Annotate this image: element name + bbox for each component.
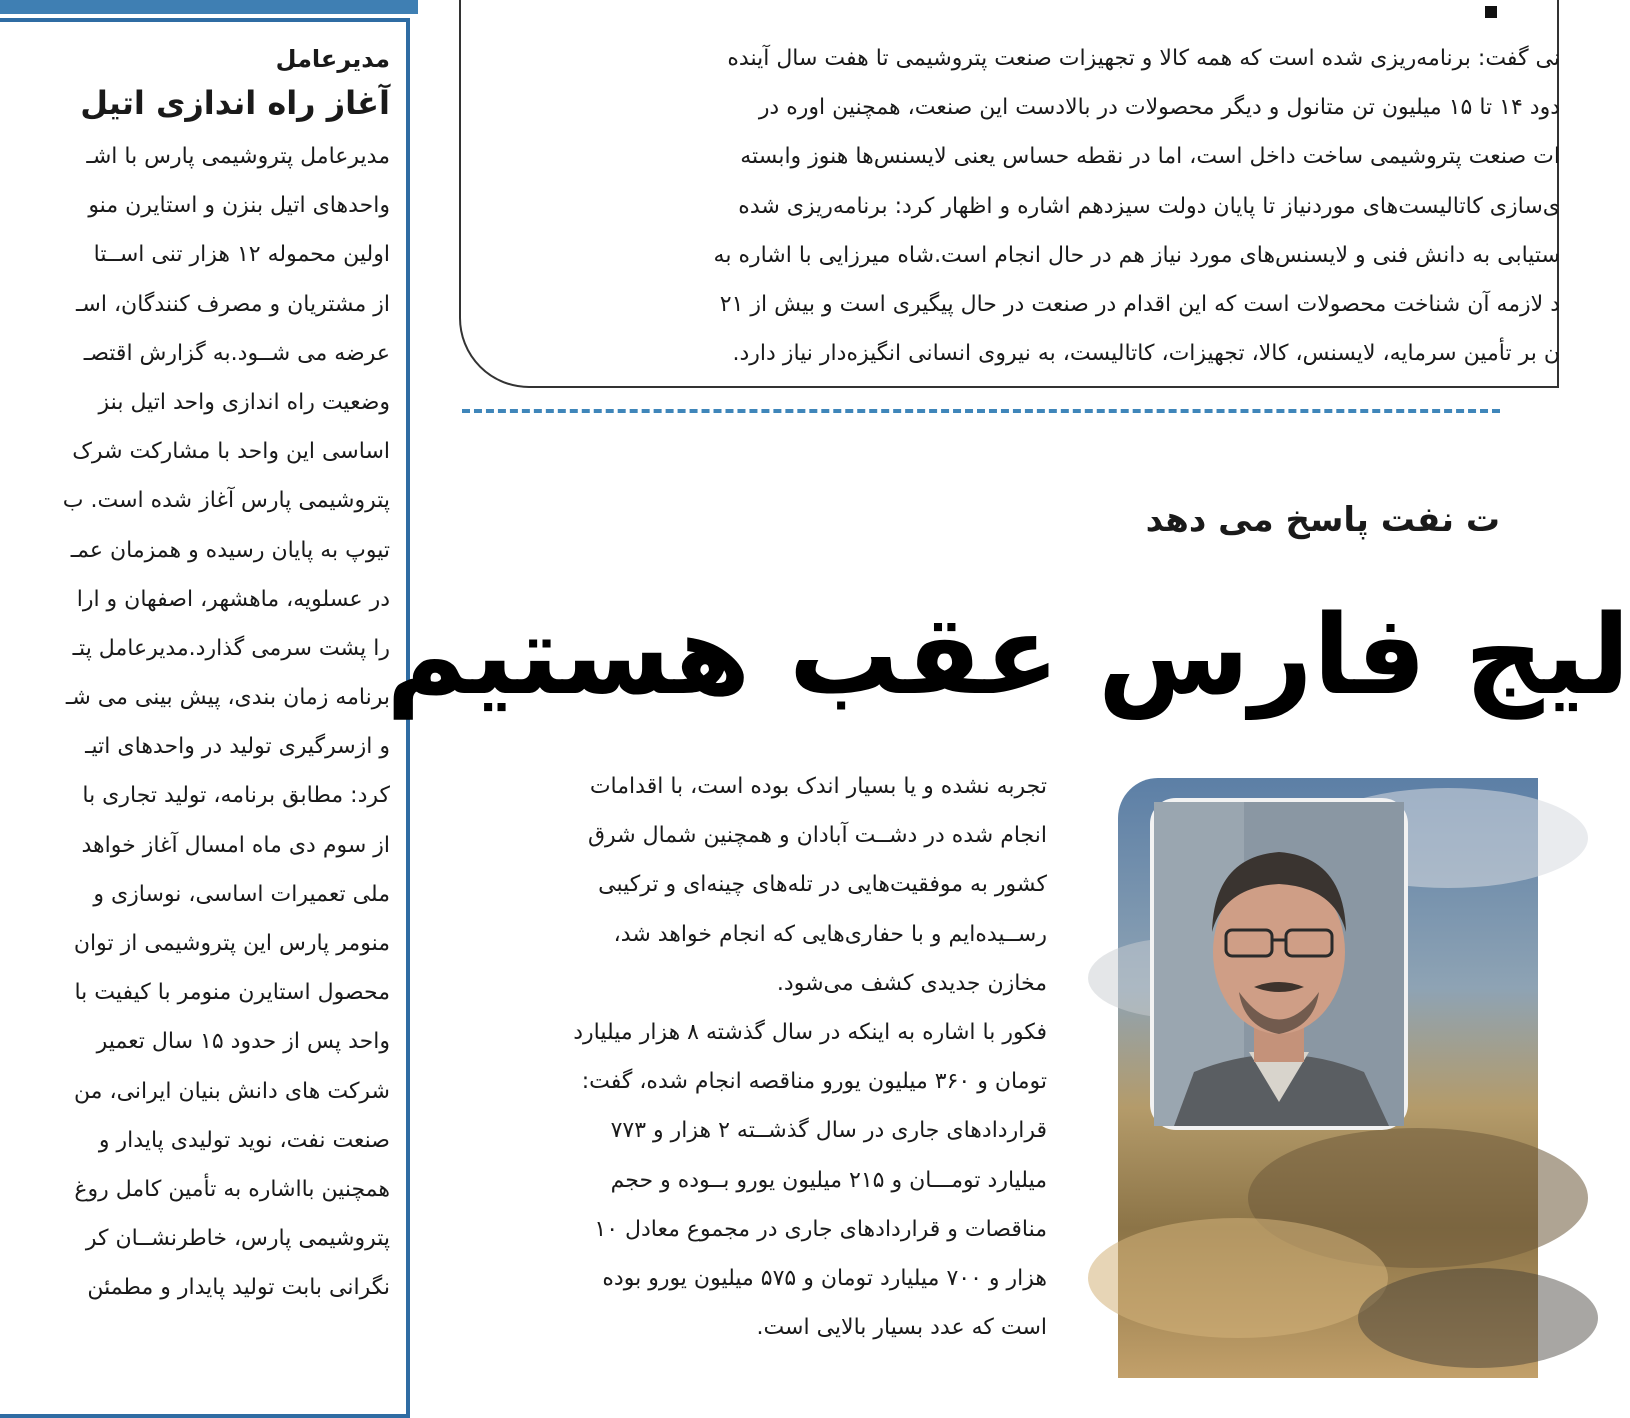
top-article-line: ستیابی به دانش فنی و لایسنس‌های مورد نیاز هم در حال انجام است.شاه میرزایی با اشاره به xyxy=(713,242,1560,268)
top-article-line: ات صنعت پتروشیمی ساخت داخل است، اما در نقطه حساس یعنی لایسنس‌ها هنوز وابسته xyxy=(740,144,1560,170)
article-line: هزار و ۷۰۰ میلیارد تومان و ۵۷۵ میلیون یورو بوده xyxy=(602,1265,1047,1291)
sidebar-line: پتروشیمی پارس، خاطرنشــان کر xyxy=(85,1226,390,1252)
sidebar-line: اولین محموله ۱۲ هزار تنی اســتا xyxy=(93,242,390,268)
sidebar-line: مدیرعامل پتروشیمی پارس با اشـ xyxy=(86,144,390,169)
article-line: انجام شده در دشــت آبادان و همچنین شمال شرق xyxy=(587,823,1047,849)
top-article-text xyxy=(500,34,1560,378)
article-line: میلیارد تومـــان و ۲۱۵ میلیون یورو بــوده و حجم xyxy=(610,1167,1047,1193)
sidebar-article xyxy=(0,0,418,1342)
sidebar-content xyxy=(0,40,390,1313)
sidebar-kicker: مدیرعامل xyxy=(275,45,390,73)
sidebar-line: وضعیت راه اندازی واحد اتیل بنز xyxy=(98,389,390,415)
sidebar-line: صنعت نفت، نوید تولیدی پایدار و xyxy=(98,1127,390,1153)
article-title: لیج فارس عقب هستیم xyxy=(386,591,1630,719)
sidebar-line: و ازسرگیری تولید در واحدهای اتیـ xyxy=(85,734,390,760)
article-line: مناقصات و قراردادهای جاری در مجموع معادل ۱۰ xyxy=(594,1216,1047,1242)
article-line: تجربه نشده و یا بسیار اندک بوده است، با اقدامات xyxy=(589,774,1047,799)
sidebar-line: را پشت سرمی گذارد.مدیرعامل پتـ xyxy=(72,635,390,661)
top-article-line: ی‌سازی کاتالیست‌های موردنیاز تا پایان دولت سیزدهم اشاره و اظهار کرد: برنامه‌ریزی شده xyxy=(738,193,1560,219)
article-subhead: ت نفت پاسخ می دهد xyxy=(1145,500,1500,540)
sidebar-line: محصول استایرن منومر با کیفیت با xyxy=(74,980,390,1006)
top-article-line: دود ۱۴ تا ۱۵ میلیون تن متانول و دیگر محصولات در بالادست این صنعت، همچنین اوره در xyxy=(758,95,1560,121)
sidebar-line: نگرانی بابت تولید پایدار و مطمئن xyxy=(87,1275,390,1301)
sidebar-line: تیوپ به پایان رسیده و همزمان عمـ xyxy=(70,537,390,563)
sidebar-line: همچنین بااشاره به تأمین کامل روغ xyxy=(74,1176,390,1202)
article-line: مخازن جدیدی کشف می‌شود. xyxy=(776,970,1047,996)
sidebar-line: کرد: مطابق برنامه، تولید تجاری با xyxy=(82,783,390,809)
sidebar-top-bar xyxy=(0,0,418,14)
sidebar-headline: آغاز راه اندازی اتیل xyxy=(80,84,390,122)
sidebar-line: برنامه زمان بندی، پیش بینی می شـ xyxy=(65,685,390,711)
article-body xyxy=(472,762,1047,1352)
corner-ornament-icon xyxy=(1481,2,1501,22)
sidebar-line: واحدهای اتیل بنزن و استایرن منو xyxy=(88,193,390,219)
article-line: است که عدد بسیار بالایی است. xyxy=(756,1315,1047,1341)
sidebar-line: ملی تعمیرات اساسی، نوسازی و xyxy=(93,881,390,907)
article-line: قراردادهای جاری در سال گذشــته ۲ هزار و ۷۷۳ xyxy=(610,1118,1047,1144)
sidebar-line: عرضه می شــود.به گزارش اقتصـ xyxy=(83,340,390,366)
person-portrait-graphic xyxy=(1154,802,1404,1126)
top-article-line: نی گفت: برنامه‌ریزی شده است که همه کالا و تجهیزات صنعت پتروشیمی تا هفت سال آینده xyxy=(727,46,1560,71)
portrait-photo xyxy=(1150,798,1408,1130)
sidebar-line: در عسلویه، ماهشهر، اصفهان و ارا xyxy=(76,586,390,612)
sidebar-line: واحد پس از حدود ۱۵ سال تعمیر xyxy=(96,1029,390,1055)
article-line: تومان و ۳۶۰ میلیون یورو مناقصه انجام شده، گفت: xyxy=(581,1069,1047,1095)
top-article-line: ن بر تأمین سرمایه، لایسنس، کالا، تجهیزات، کاتالیست، به نیروی انسانی انگیزه‌دار نیاز دارد. xyxy=(732,341,1560,367)
article-line: فکور با اشاره به اینکه در سال گذشته ۸ هزار میلیارد xyxy=(573,1019,1047,1045)
sidebar-line: پتروشیمی پارس آغاز شده است. ب xyxy=(62,488,390,514)
sidebar-line: از مشتریان و مصرف کنندگان، اسـ xyxy=(75,291,390,317)
sidebar-line: شرکت های دانش بنیان ایرانی، من xyxy=(73,1078,390,1104)
sidebar-line: منومر پارس این پتروشیمی از توان xyxy=(73,931,390,956)
article-line: رســیده‌ایم و با حفاری‌هایی که انجام خواهد شد، xyxy=(613,921,1047,947)
sidebar-line: اساسی این واحد با مشارکت شرک xyxy=(72,439,390,465)
sidebar-line: از سوم دی ماه امسال آغاز خواهد xyxy=(81,832,390,858)
article-line: کشور به موفقیت‌هایی در تله‌های چینه‌ای و ترکیبی xyxy=(598,872,1047,898)
section-divider xyxy=(462,409,1500,413)
sidebar-body xyxy=(0,132,390,1313)
top-article-line: د لازمه آن شناخت محصولات است که این اقدام در صنعت در حال پیگیری است و بیش از ۲۱ xyxy=(719,291,1560,317)
